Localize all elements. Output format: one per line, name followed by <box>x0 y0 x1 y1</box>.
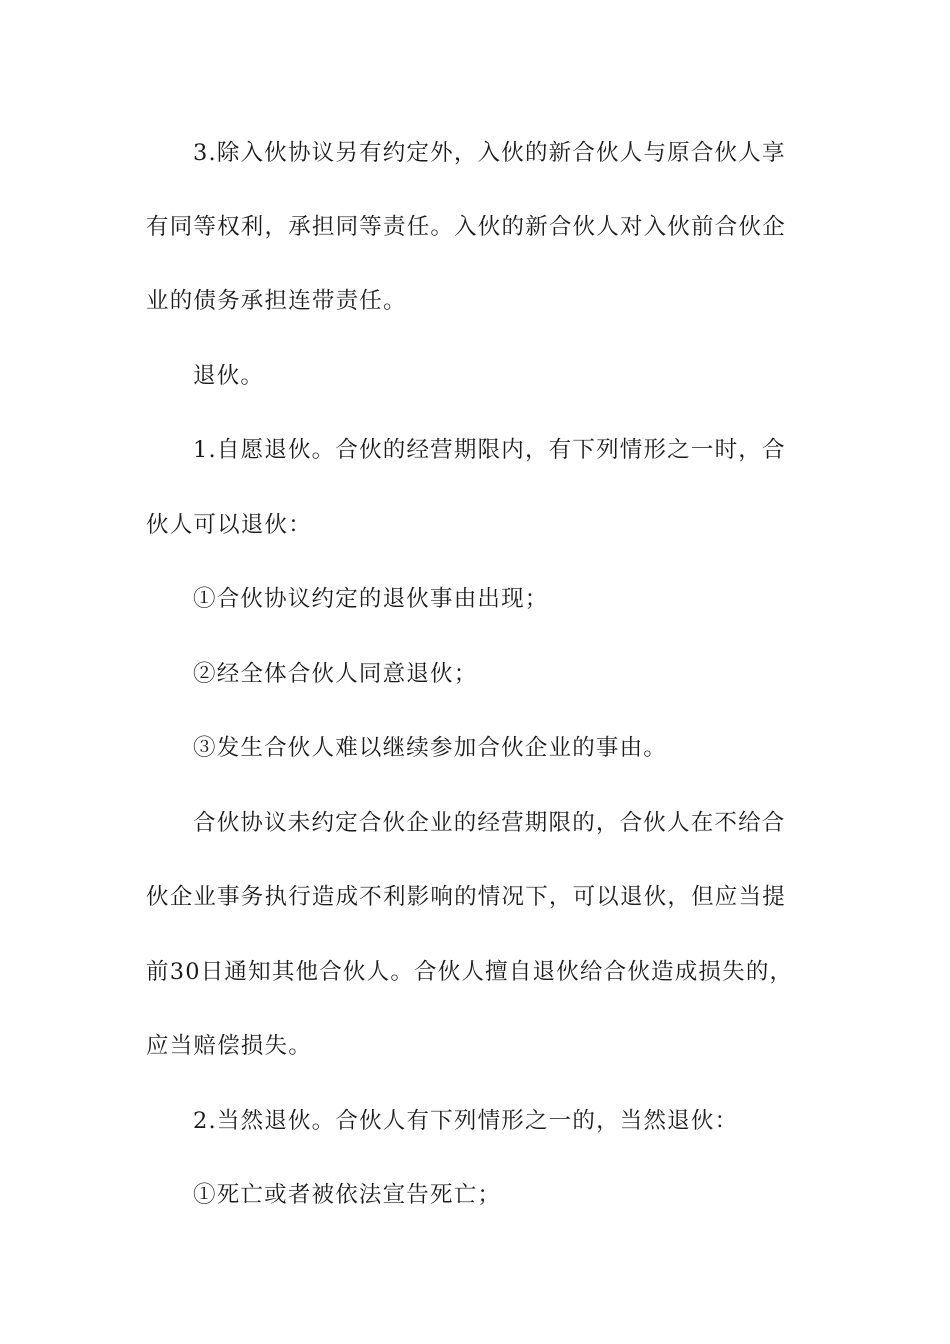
list-item: ③发生合伙人难以继续参加合伙企业的事由。 <box>193 735 668 761</box>
paragraph-line: 伙企业事务执行造成不利影响的情况下，可以退伙，但应当提 <box>146 884 786 910</box>
paragraph-line: 有同等权利，承担同等责任。入伙的新合伙人对入伙前合伙企 <box>146 214 786 240</box>
paragraph-line: 2.当然退伙。合伙人有下列情形之一的，当然退伙： <box>193 1108 739 1134</box>
paragraph-line: 业的债务承担连带责任。 <box>146 288 407 314</box>
list-item: ①死亡或者被依法宣告死亡； <box>193 1182 502 1208</box>
list-item: ②经全体合伙人同意退伙； <box>193 661 478 687</box>
paragraph-line: 合伙协议未约定合伙企业的经营期限的，合伙人在不给合 <box>193 810 786 836</box>
list-item: ①合伙协议约定的退伙事由出现； <box>193 586 549 612</box>
section-heading: 退伙。 <box>193 363 265 389</box>
paragraph-line: 3.除入伙协议另有约定外，入伙的新合伙人与原合伙人享 <box>193 140 786 166</box>
paragraph-line: 伙人可以退伙： <box>146 512 312 538</box>
paragraph-line: 1.自愿退伙。合伙的经营期限内，有下列情形之一时，合 <box>193 437 786 463</box>
paragraph-line: 应当赔偿损失。 <box>146 1033 312 1059</box>
paragraph-line: 前30日通知其他合伙人。合伙人擅自退伙给合伙造成损失的， <box>146 959 794 985</box>
